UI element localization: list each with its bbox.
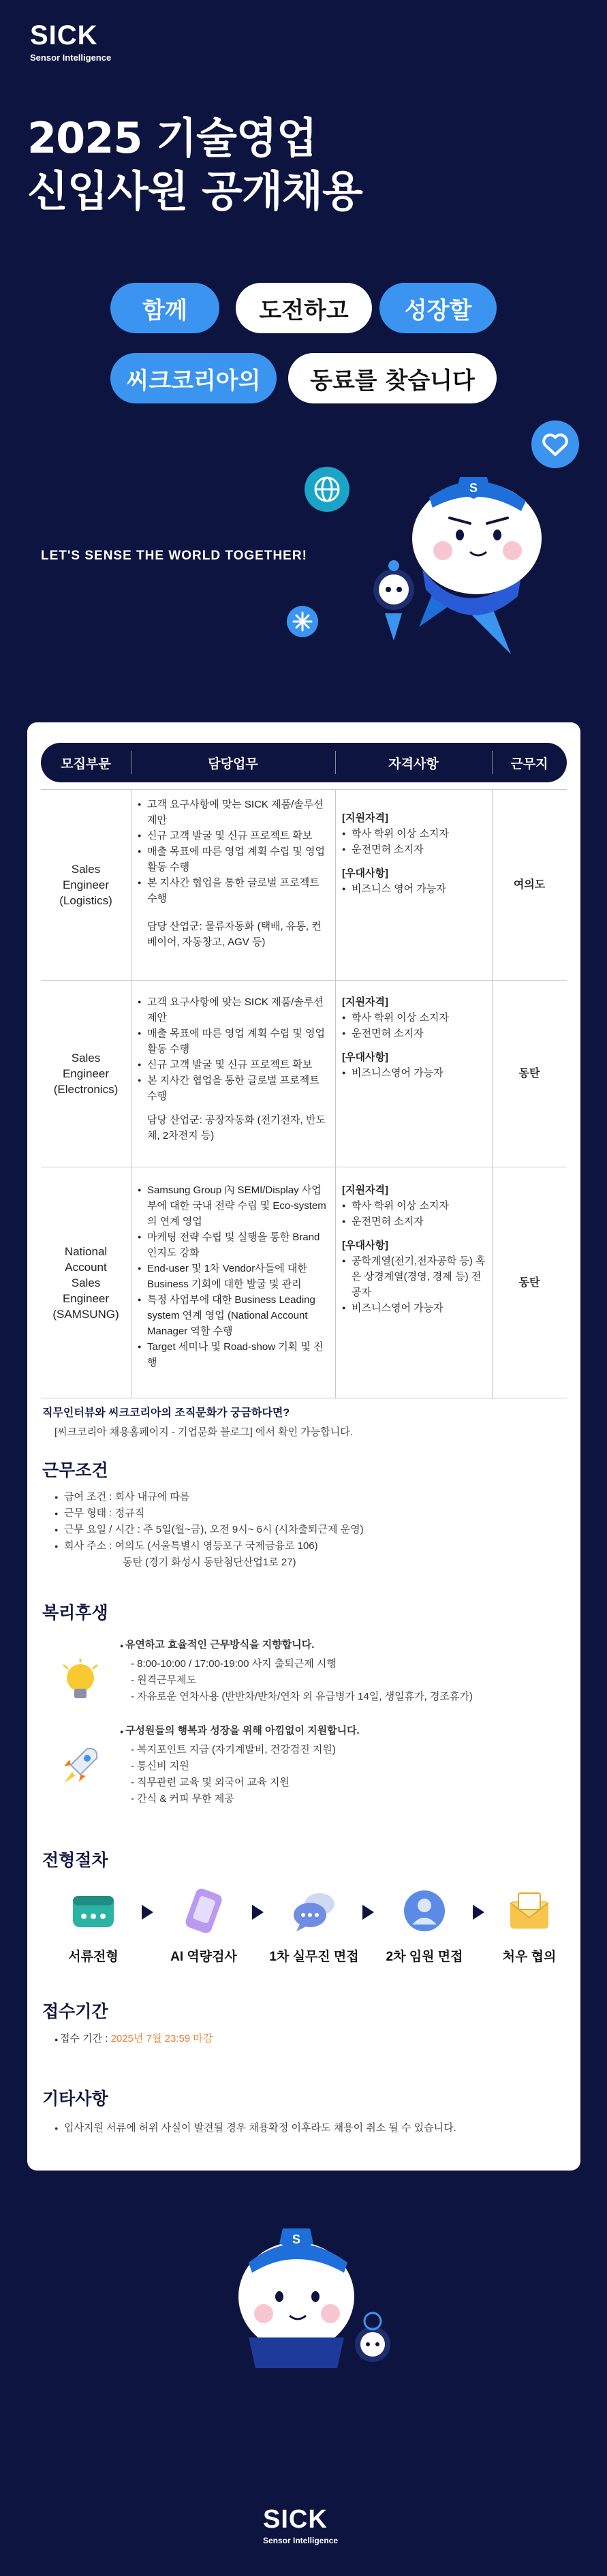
duties-cell: ● Samsung Group 內 SEMI/Display 사업부에 대한 국내 전략 수립 및 Eco-system의 연계 영업 ● 마케팅 전략 수립 및 실행을 통한 Brand 인지도 강화 ● End-user 및 1차 Vendor사들에 대한 Business 기회에 대한 발굴 및 관리 ● 특정 사업부에 대한 Business Leading system 연계 영업 (National Account Manager 역할 수행 ● Target 세미나 및 Road-show 기획 및 진행 — [138, 1167, 330, 1398]
pill-grow: 성장할 — [379, 283, 497, 333]
welfare-group2-title: ● 구성원들의 행복과 성장을 위해 아낌없이 지원합니다. — [120, 1725, 360, 1736]
slogan: LET'S SENSE THE WORLD TOGETHER! — [41, 549, 307, 563]
pill-challenge: 도전하고 — [236, 283, 372, 333]
culture-question: 직무인터뷰와 씨크코리아의 조직문화가 궁금하다면? — [42, 1407, 290, 1419]
requirements-cell: [지원자격] ● 학사 학위 이상 소지자 ● 운전면허 소지자 [우대사항] ● 공학계열(전기,전자공학 등) 혹은 상경계열(경영, 경제 등) 전공자 ● 비즈니스영어 가능자 — [342, 1167, 488, 1398]
period-line: ● 접수 기간 : 2025년 7월 23:59 마감 — [55, 2033, 213, 2044]
period-deadline: 2025년 7월 23:59 마감 — [110, 2033, 213, 2044]
conditions-list: ● 급여 조건 : 회사 내규에 따름 ● 근무 형태 : 정규직 ● 근무 요일 / 시간 : 주 5일(월~금), 오전 9시~ 6시 (시차출퇴근제 운영) ● 회사 주소 : 여의도 (서울특별시 영등포구 국제금융로 106) — [55, 1489, 559, 1554]
lightbulb-icon — [61, 1659, 99, 1706]
mascot-illustration-bottom — [221, 2215, 405, 2378]
person-icon — [401, 1888, 448, 1934]
industry-text: 담당 산업군: 물류자동화 (택배, 유통, 컨베이어, 자동창고, AGV 등) — [147, 921, 322, 948]
mascot-illustration — [368, 450, 545, 661]
location-cell: 동탄 — [518, 1276, 540, 1289]
th-location: 근무지 — [510, 756, 548, 771]
requirements-cell: [지원자격] ● 학사 학위 이상 소지자 ● 운전면허 소지자 [우대사항] ● 비즈니스 영어 가능자 — [342, 790, 488, 980]
globe-icon — [303, 465, 351, 513]
culture-link-line: [씨크코리아 채용홈페이지 - 기업문화 블로그] 에서 확인 가능합니다. — [55, 1426, 353, 1438]
role-cell: Sales Engineer (Electronics) — [53, 1052, 119, 1096]
content-card — [27, 722, 580, 2171]
th-duties: 담당업무 — [208, 756, 258, 771]
location-cell: 여의도 — [513, 879, 546, 891]
th-role: 모집부문 — [61, 756, 111, 771]
welfare-group2-list: - 복지포인트 지급 (자기계발비, 건강검진 지원) - 통신비 지원 - 직무관련 교육 및 외국어 교육 지원 - 간식 & 커피 무한 제공 — [131, 1744, 336, 1805]
table-header — [41, 743, 567, 782]
step-arrow — [473, 1905, 484, 1920]
brand-tagline: Sensor Intelligence — [30, 52, 112, 63]
role-cell: Sales Engineer (Logistics) — [59, 863, 112, 907]
duties-cell: ● 고객 요구사항에 맞는 SICK 제품/솔루션 제안 ● 매출 목표에 따른 영업 계획 수립 및 영업 활동 수행 ● 신규 고객 발굴 및 신규 프로젝트 확보 ● 본 지사간 협업을 통한 글로벌 프로젝트 수행 담당 산업군: 공장자동화 (전기전자, 반도체, 2차전지 등) — [138, 981, 330, 1167]
pill-together: 함께 — [110, 283, 219, 333]
step-label: 1차 실무진 면접 — [269, 1950, 359, 1964]
step-label: 처우 협의 — [502, 1950, 557, 1964]
step-label: 서류전형 — [68, 1950, 119, 1964]
conditions-address2: 동탄 (경기 화성시 동탄첨단산업1로 27) — [123, 1557, 296, 1568]
pill-sick-korea: 씨크코리아의 — [110, 353, 277, 403]
chat-icon — [291, 1888, 337, 1934]
process-heading: 전형절차 — [42, 1850, 108, 1870]
etc-list: ● 입사지원 서류에 허위 사실이 발견될 경우 채용확정 이후라도 채용이 취소 될 수 있습니다. — [55, 2120, 559, 2136]
envelope-icon — [506, 1888, 552, 1934]
etc-heading: 기타사항 — [42, 2089, 108, 2109]
welfare-heading: 복리후생 — [42, 1603, 108, 1623]
mascot-badge-bottom: S — [292, 2233, 301, 2246]
snowflake-icon — [286, 605, 319, 638]
step-label: 2차 임원 면접 — [386, 1950, 463, 1964]
role-cell: National Account Sales Engineer (SAMSUNG) — [52, 1244, 119, 1321]
footer-logo: SICK — [263, 2505, 328, 2534]
industry-text: 담당 산업군: 공장자동화 (전기전자, 반도체, 2차전지 등) — [147, 1114, 326, 1141]
footer-tagline: Sensor Intelligence — [263, 2536, 339, 2545]
welfare-group1-list: - 8:00-10:00 / 17:00-19:00 사지 출퇴근제 시행 - 원격근무제도 - 자유로운 연차사용 (반반차/반차/연차 외 유급병가 14일, 생일휴가, 경조휴가) — [131, 1658, 473, 1702]
page-title-line1: 2025 기술영업 — [27, 113, 317, 163]
location-cell: 동탄 — [518, 1068, 540, 1079]
step-arrow — [252, 1905, 264, 1920]
period-heading: 접수기간 — [42, 2002, 108, 2021]
requirements-cell: [지원자격] ● 학사 학위 이상 소지자 ● 운전면허 소지자 [우대사항] ● 비즈니스영어 가능자 — [342, 981, 488, 1167]
culture-blog-link[interactable]: [씨크코리아 채용홈페이지 - 기업문화 블로그] — [55, 1426, 253, 1438]
brand-logo: SICK — [30, 20, 98, 50]
pill-colleague: 동료를 찾습니다 — [288, 353, 497, 403]
card-icon — [70, 1888, 116, 1934]
th-requirements: 자격사항 — [388, 756, 439, 771]
table-row — [41, 789, 567, 980]
rocket-icon — [60, 1745, 101, 1788]
table-row — [41, 980, 567, 1167]
table-row — [41, 1167, 567, 1398]
page-title-line2: 신입사원 공개채용 — [27, 166, 362, 216]
duties-cell: ● 고객 요구사항에 맞는 SICK 제품/솔루션 제안 ● 신규 고객 발굴 및 신규 프로젝트 확보 ● 매출 목표에 따른 영업 계획 수립 및 영업 활동 수행 ● 본 지사간 협업을 통한 글로벌 프로젝트 수행 담당 산업군: 물류자동화 (택배, 유통, 컨베이어, 자동창고, AGV 등) — [138, 790, 330, 980]
step-arrow — [142, 1905, 153, 1920]
phone-icon — [181, 1888, 227, 1934]
welfare-group1-title: ● 유연하고 효율적인 근무방식을 지향합니다. — [120, 1639, 315, 1651]
step-label: AI 역량검사 — [170, 1950, 237, 1964]
conditions-heading: 근무조건 — [42, 1460, 108, 1480]
mascot-badge: S — [469, 481, 478, 495]
step-arrow — [362, 1905, 374, 1920]
